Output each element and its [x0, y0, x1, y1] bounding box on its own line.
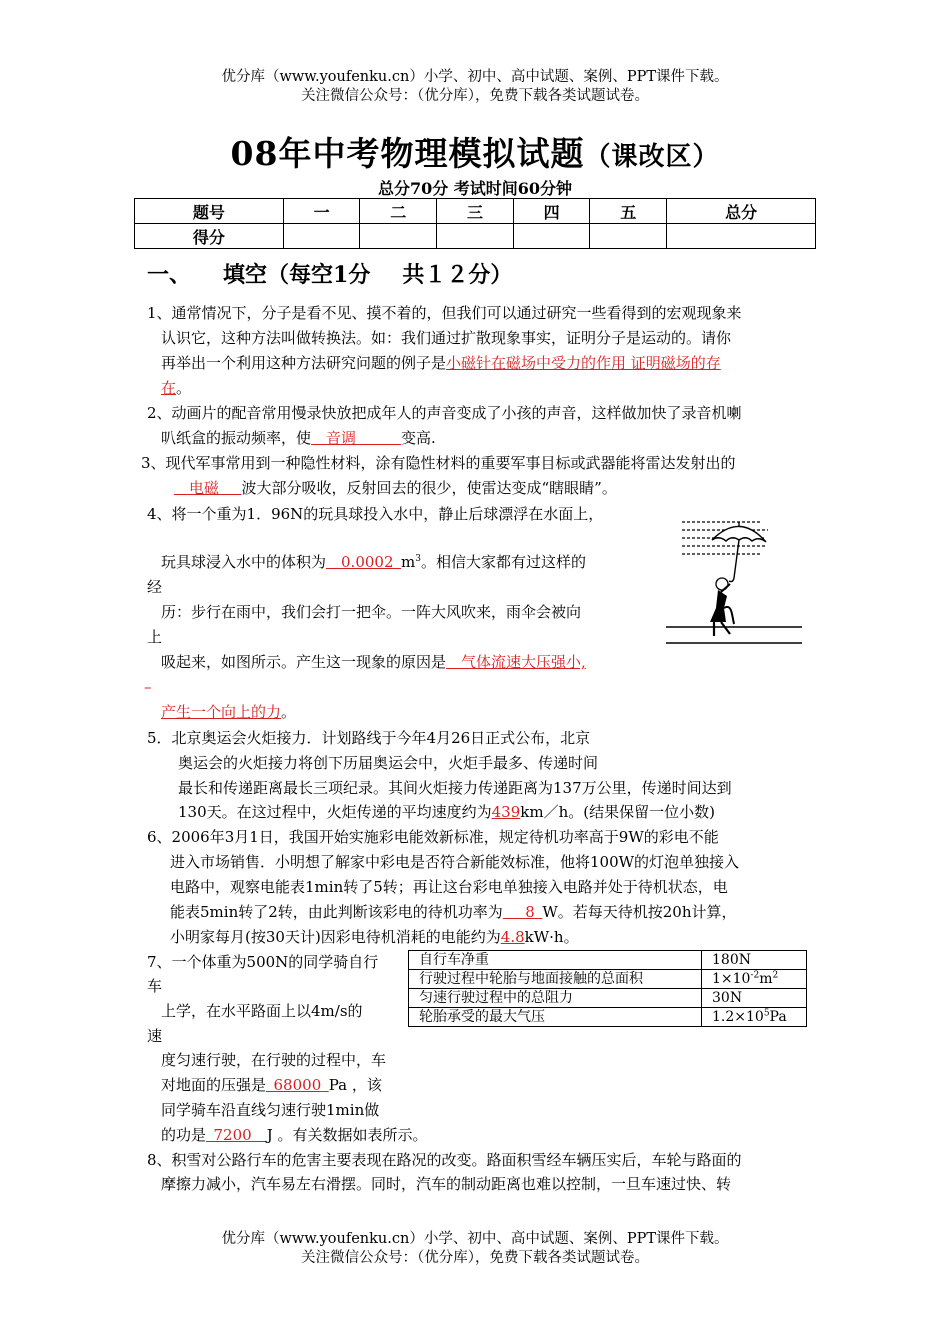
score-header-1: 一 — [283, 199, 360, 224]
score-table — [134, 198, 816, 249]
q4-line-7: 产生一个向上的力。 — [161, 703, 297, 721]
table-cell-label: 匀速行驶过程中的总阻力 — [409, 989, 702, 1008]
score-row-label: 得分 — [135, 224, 284, 249]
q4-answer-2: 气体流速大压强小, — [461, 653, 586, 671]
score-header-total: 总分 — [667, 199, 816, 224]
q7-line-6: 对地面的压强是 68000 Pa ，该 — [161, 1076, 382, 1094]
q4-line-6: 吸起来，如图所示。产生这一现象的原因是 气体流速大压强小, — [161, 653, 586, 671]
q8-line-2: 摩擦力减小，汽车易左右滑摆。同时，汽车的制动距离也难以控制，一旦车速过快、转 — [161, 1175, 732, 1193]
q4-dash: – — [144, 678, 152, 696]
score-header-5: 五 — [590, 199, 667, 224]
q4-line-2: 玩具球浸入水中的体积为 0.0002 $m^3$。相信大家都有过这样的 — [161, 553, 586, 571]
bicycle-data-table — [408, 950, 807, 1027]
q7-line-5: 度匀速行驶，在行驶的过程中，车 — [161, 1051, 387, 1069]
q6-line-4: 能表5min转了2转，由此判断该彩电的待机功率为 8 W。若每天待机按20h计算， — [170, 903, 737, 921]
page-subtitle: 总分70分 考试时间60分钟 — [377, 179, 573, 198]
q7-answer-2: 7200 — [213, 1126, 252, 1144]
q6-line-1: 6、2006年3月1日，我国开始实施彩电能效新标准，规定待机功率高于9W的彩电不能 — [147, 828, 719, 846]
score-cell — [590, 224, 667, 249]
q6-answer-1: 8 — [525, 903, 535, 921]
q7-line-4: 速 — [147, 1027, 163, 1045]
q6-line-2: 进入市场销售．小明想了解家中彩电是否符合新能效标准，他将100W的灯泡单独接入 — [170, 853, 740, 871]
q7-line-7: 同学骑车沿直线匀速行驶1min做 — [161, 1101, 380, 1119]
score-cell — [437, 224, 514, 249]
table-cell-value: 30N — [702, 989, 807, 1008]
score-cell — [283, 224, 360, 249]
q4-line-4: 历：步行在雨中，我们会打一把伞。一阵大风吹来，雨伞会被向 — [161, 603, 582, 621]
q1-line-3: 再举出一个利用这种方法研究问题的例子是小磁针在磁场中受力的作用 证明磁场的存 — [161, 354, 721, 372]
q5-line-3: 最长和传递距离最长三项纪录。其间火炬接力传递距离为137万公里，传递时间达到 — [178, 779, 732, 797]
q4-line-1: 4、将一个重为1．96N的玩具球投入水中，静止后球漂浮在水面上， — [147, 505, 604, 523]
table-cell-value: $1\times 10^{-2}m^2$ — [702, 970, 807, 989]
q2-answer: 音调 — [326, 429, 357, 447]
q4-line-3: 经 — [147, 578, 163, 596]
q7-line-8: 的功是 7200 J 。有关数据如表所示。 — [161, 1126, 428, 1144]
table-cell-label: 行驶过程中轮胎与地面接触的总面积 — [409, 970, 702, 989]
q3-line-2: 电磁 波大部分吸收，反射回去的很少，使雷达变成“瞎眼睛”。 — [174, 476, 617, 500]
q6-line-3: 电路中，观察电能表1min转了5转；再让这台彩电单独接入电路并处于待机状态，电 — [170, 878, 728, 896]
table-cell-value: $1.2\times 10^5Pa$ — [702, 1008, 807, 1027]
q1-line-4: 在。 — [161, 379, 192, 397]
table-cell-label: 自行车净重 — [409, 951, 702, 970]
score-header-4: 四 — [513, 199, 590, 224]
q1-line-1: 1、通常情况下，分子是看不见、摸不着的，但我们可以通过研究一些看得到的宏观现象来 — [147, 304, 742, 322]
score-cell — [667, 224, 816, 249]
score-header-2: 二 — [360, 199, 437, 224]
q7-answer-1: 68000 — [273, 1076, 322, 1094]
table-cell-label: 轮胎承受的最大气压 — [409, 1008, 702, 1027]
score-header-label: 题号 — [135, 199, 284, 224]
q7-line-1: 7、一个体重为500N的同学骑自行 — [147, 953, 379, 971]
q5-line-4: 130天。在这过程中，火炬传递的平均速度约为439km／h。(结果保留一位小数) — [178, 803, 715, 821]
q6-answer-2: 4.8 — [500, 928, 525, 946]
score-cell — [513, 224, 590, 249]
q7-line-3: 上学，在水平路面上以4m/s的 — [161, 1002, 363, 1020]
q1-answer: 小磁针在磁场中受力的作用 证明磁场的存 — [446, 354, 721, 372]
q4-line-5: 上 — [147, 628, 163, 646]
header-line-2: 关注微信公众号：（优分库），免费下载各类试题试卷。 — [301, 88, 649, 104]
q1-answer-cont: 在 — [161, 379, 177, 397]
header-line-1: 优分库（www.youfenku.cn）小学、初中、高中试题、案例、PPT课件下载。 — [221, 69, 729, 85]
umbrella-in-wind-illustration — [664, 512, 804, 648]
score-header-3: 三 — [437, 199, 514, 224]
q8-line-1: 8、积雪对公路行车的危害主要表现在路况的改变。路面积雪经车辆压实后，车轮与路面的 — [147, 1151, 742, 1169]
q1-line-2: 认识它，这种方法叫做转换法。如：我们通过扩散现象事实，证明分子是运动的。请你 — [161, 329, 732, 347]
q7-line-2: 车 — [147, 977, 163, 995]
q4-answer-1: 0.0002 — [341, 553, 394, 571]
footer-line-2: 关注微信公众号：（优分库），免费下载各类试题试卷。 — [301, 1250, 649, 1266]
q4-answer-2-cont: 产生一个向上的力 — [161, 703, 282, 721]
q5-line-2: 奥运会的火炬接力将创下历届奥运会中，火炬手最多、传递时间 — [178, 754, 599, 772]
table-cell-value: 180N — [702, 951, 807, 970]
score-cell — [360, 224, 437, 249]
q3-line-1: 3、现代军事常用到一种隐性材料，涂有隐性材料的重要军事目标或武器能将雷达发射出的 — [141, 454, 736, 472]
q5-line-1: 5．北京奥运会火炬接力．计划路线于今年4月26日正式公布，北京 — [147, 729, 591, 747]
page-title: 08年中考物理模拟试题（课改区） — [230, 134, 720, 173]
q3-answer: 电磁 — [189, 479, 220, 497]
q6-line-5: 小明家每月(按30天计)因彩电待机消耗的电能约为4.8kW·h。 — [170, 928, 579, 946]
q2-line-2: 叭纸盒的振动频率，使 音调 变高. — [161, 429, 436, 447]
q2-line-1: 2、动画片的配音常用慢录快放把成年人的声音变成了小孩的声音，这样做加快了录音机喇 — [147, 404, 742, 422]
section-heading: 一、 填空（每空1分 共１２分） — [147, 262, 513, 288]
footer-line-1: 优分库（www.youfenku.cn）小学、初中、高中试题、案例、PPT课件下载。 — [221, 1231, 729, 1247]
q5-answer: 439 — [491, 803, 521, 821]
